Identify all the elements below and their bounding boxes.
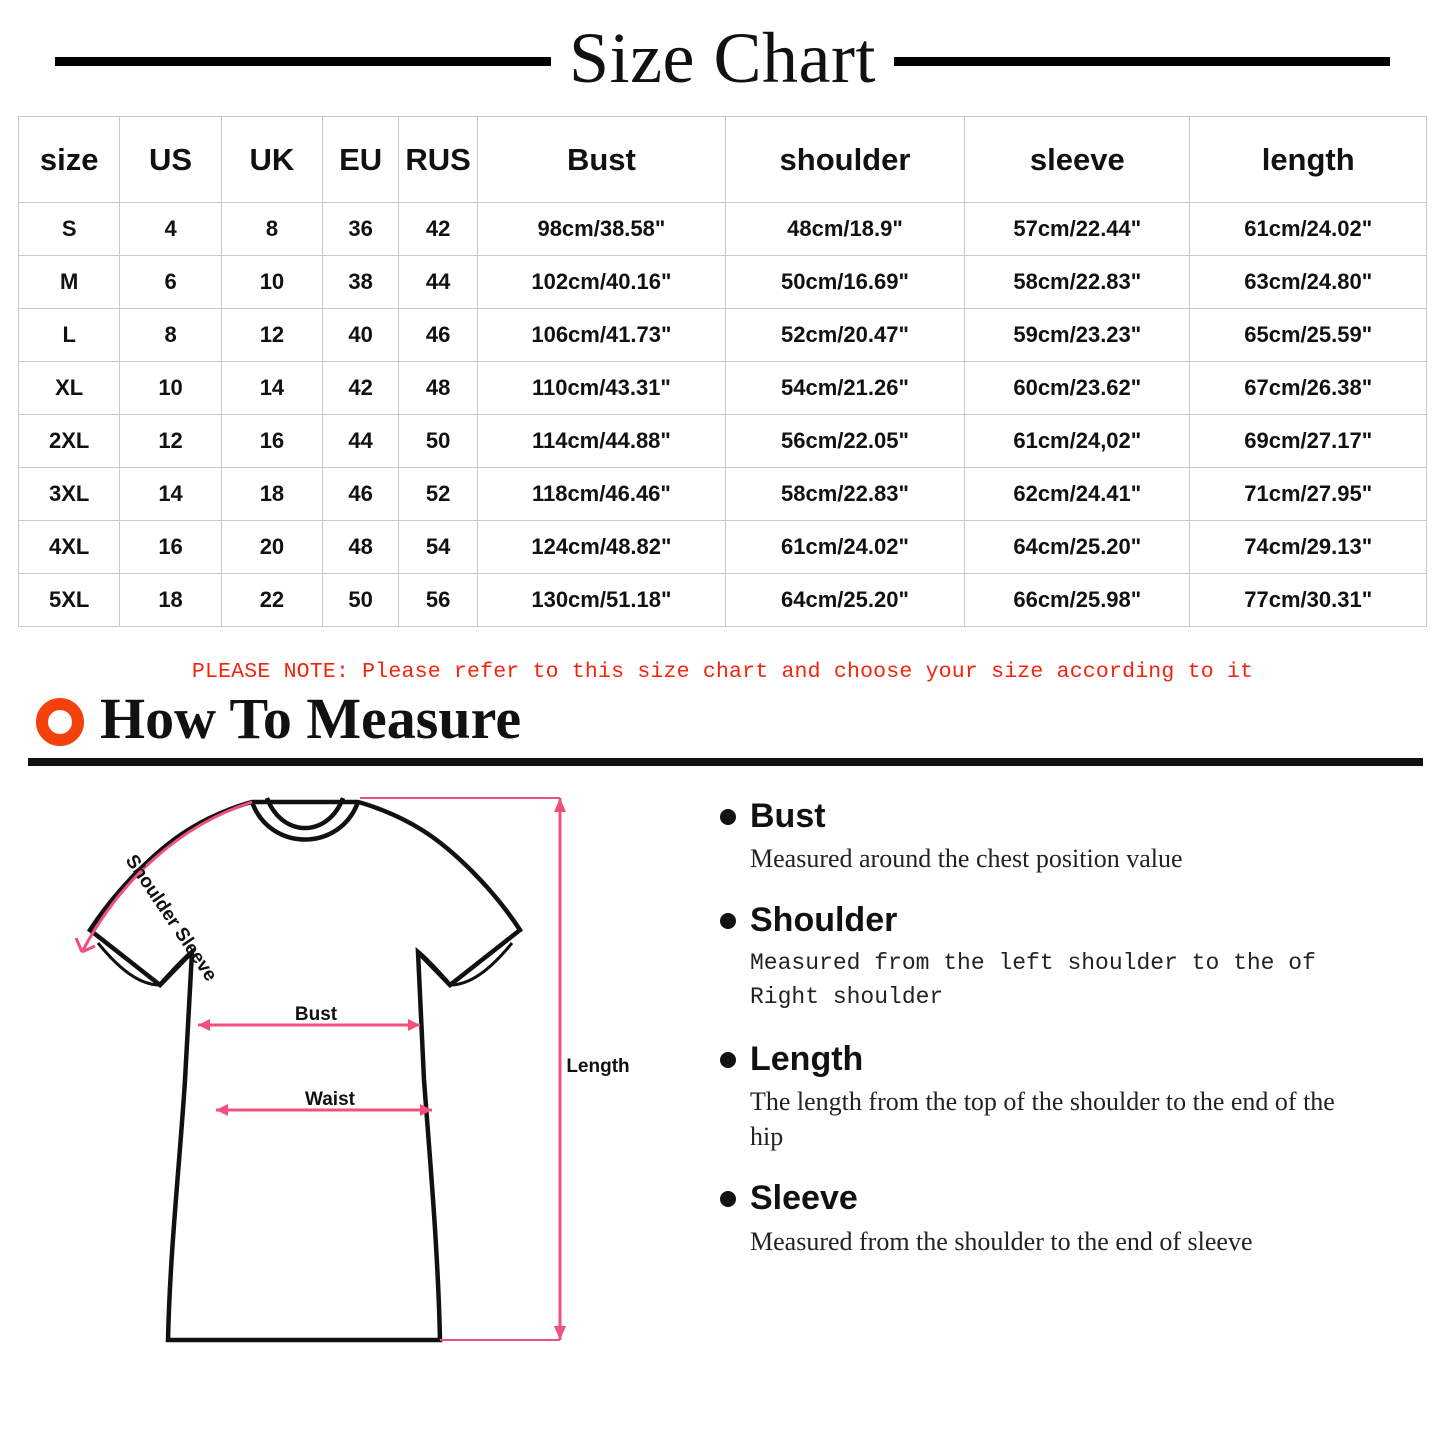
col-header-length: length — [1190, 117, 1427, 203]
cell-shoulder: 56cm/22.05" — [725, 415, 964, 468]
col-header-uk: UK — [221, 117, 322, 203]
ring-icon — [36, 698, 84, 746]
cell-eu: 50 — [323, 574, 399, 627]
size-table-wrap — [0, 108, 1445, 627]
cell-eu: 40 — [323, 309, 399, 362]
title-rule-right — [894, 57, 1390, 66]
cell-uk: 8 — [221, 203, 322, 256]
col-header-bust: Bust — [478, 117, 726, 203]
cell-shoulder: 48cm/18.9" — [725, 203, 964, 256]
how-to-measure-heading — [0, 686, 1445, 751]
cell-us: 8 — [120, 309, 221, 362]
list-item-desc: The length from the top of the shoulder to the end of the hip — [750, 1087, 1335, 1152]
cell-sleeve: 61cm/24,02" — [965, 415, 1190, 468]
cell-rus: 44 — [399, 256, 478, 309]
cell-us: 18 — [120, 574, 221, 627]
cell-shoulder: 64cm/25.20" — [725, 574, 964, 627]
cell-sleeve: 64cm/25.20" — [965, 521, 1190, 574]
cell-eu: 42 — [323, 362, 399, 415]
cell-rus: 52 — [399, 468, 478, 521]
shirt-diagram-svg — [20, 780, 710, 1380]
cell-rus: 42 — [399, 203, 478, 256]
cell-uk: 18 — [221, 468, 322, 521]
table-row — [19, 521, 1427, 574]
cell-length: 63cm/24.80" — [1190, 256, 1427, 309]
table-row — [19, 256, 1427, 309]
col-header-size: size — [19, 117, 120, 203]
list-item-desc: Measured from the shoulder to the end of sleeve — [750, 1226, 1253, 1256]
cell-sleeve: 66cm/25.98" — [965, 574, 1190, 627]
list-item-title: Shoulder — [750, 901, 898, 940]
col-header-eu: EU — [323, 117, 399, 203]
table-row — [19, 309, 1427, 362]
cell-size: 5XL — [19, 574, 120, 627]
cell-bust: 124cm/48.82" — [478, 521, 726, 574]
measure-list — [720, 780, 1425, 1380]
cell-size: L — [19, 309, 120, 362]
cell-length: 71cm/27.95" — [1190, 468, 1427, 521]
cell-shoulder: 54cm/21.26" — [725, 362, 964, 415]
list-item — [720, 1041, 1425, 1155]
cell-bust: 106cm/41.73" — [478, 309, 726, 362]
diagram-label-bust: Bust — [294, 1004, 338, 1025]
cell-size: 4XL — [19, 521, 120, 574]
list-item-desc: Measured around the chest position value — [750, 844, 1183, 874]
diagram-label-length: Length — [566, 1056, 630, 1077]
cell-uk: 20 — [221, 521, 322, 574]
cell-length: 77cm/30.31" — [1190, 574, 1427, 627]
cell-rus: 54 — [399, 521, 478, 574]
list-item — [720, 902, 1425, 1014]
col-header-us: US — [120, 117, 221, 203]
diagram-label-shoulder-sleeve: Shoulder Sleeve — [120, 851, 221, 986]
cell-size: 2XL — [19, 415, 120, 468]
cell-uk: 10 — [221, 256, 322, 309]
cell-length: 69cm/27.17" — [1190, 415, 1427, 468]
cell-rus: 56 — [399, 574, 478, 627]
cell-uk: 16 — [221, 415, 322, 468]
cell-bust: 118cm/46.46" — [478, 468, 726, 521]
list-item-header — [720, 1041, 1425, 1078]
cell-sleeve: 60cm/23.62" — [965, 362, 1190, 415]
cell-shoulder: 52cm/20.47" — [725, 309, 964, 362]
list-item-header — [720, 1180, 1425, 1217]
cell-us: 12 — [120, 415, 221, 468]
shirt-diagram — [20, 780, 710, 1380]
cell-us: 6 — [120, 256, 221, 309]
list-item-header — [720, 798, 1425, 835]
cell-eu: 46 — [323, 468, 399, 521]
cell-sleeve: 57cm/22.44" — [965, 203, 1190, 256]
col-header-rus: RUS — [399, 117, 478, 203]
cell-sleeve: 62cm/24.41" — [965, 468, 1190, 521]
cell-eu: 44 — [323, 415, 399, 468]
cell-size: XL — [19, 362, 120, 415]
how-to-measure-title: How To Measure — [100, 686, 522, 751]
cell-bust: 110cm/43.31" — [478, 362, 726, 415]
cell-length: 65cm/25.59" — [1190, 309, 1427, 362]
size-table — [18, 116, 1427, 627]
list-item — [720, 798, 1425, 876]
cell-bust: 130cm/51.18" — [478, 574, 726, 627]
cell-size: 3XL — [19, 468, 120, 521]
cell-sleeve: 58cm/22.83" — [965, 256, 1190, 309]
cell-eu: 36 — [323, 203, 399, 256]
list-item — [720, 1180, 1425, 1258]
page-title-row — [0, 0, 1445, 108]
cell-eu: 38 — [323, 256, 399, 309]
cell-us: 14 — [120, 468, 221, 521]
table-row — [19, 415, 1427, 468]
page-title: Size Chart — [569, 18, 876, 98]
list-item-title: Length — [750, 1039, 864, 1078]
cell-shoulder: 61cm/24.02" — [725, 521, 964, 574]
cell-length: 61cm/24.02" — [1190, 203, 1427, 256]
col-header-shoulder: shoulder — [725, 117, 964, 203]
cell-shoulder: 58cm/22.83" — [725, 468, 964, 521]
please-note-text: PLEASE NOTE: Please refer to this size chart and choose your size according to it — [191, 660, 1254, 684]
bullet-icon — [720, 913, 736, 929]
table-row — [19, 468, 1427, 521]
list-item-desc: Measured from the left shoulder to the of Right shoulder — [750, 949, 1316, 1011]
table-row — [19, 574, 1427, 627]
list-item-header — [720, 902, 1425, 939]
bullet-icon — [720, 809, 736, 825]
table-row — [19, 362, 1427, 415]
cell-uk: 14 — [221, 362, 322, 415]
cell-us: 16 — [120, 521, 221, 574]
list-item-title: Bust — [750, 797, 826, 835]
col-header-sleeve: sleeve — [965, 117, 1190, 203]
cell-bust: 98cm/38.58" — [478, 203, 726, 256]
cell-rus: 48 — [399, 362, 478, 415]
how-to-measure-body — [0, 766, 1445, 1380]
cell-rus: 50 — [399, 415, 478, 468]
title-rule-left — [55, 57, 551, 66]
diagram-label-waist: Waist — [305, 1089, 355, 1110]
table-row — [19, 203, 1427, 256]
cell-uk: 12 — [221, 309, 322, 362]
cell-uk: 22 — [221, 574, 322, 627]
bullet-icon — [720, 1052, 736, 1068]
cell-length: 74cm/29.13" — [1190, 521, 1427, 574]
cell-length: 67cm/26.38" — [1190, 362, 1427, 415]
cell-us: 4 — [120, 203, 221, 256]
cell-sleeve: 59cm/23.23" — [965, 309, 1190, 362]
cell-bust: 102cm/40.16" — [478, 256, 726, 309]
table-header-row — [19, 117, 1427, 203]
list-item-title: Sleeve — [750, 1179, 858, 1218]
cell-bust: 114cm/44.88" — [478, 415, 726, 468]
cell-us: 10 — [120, 362, 221, 415]
cell-rus: 46 — [399, 309, 478, 362]
cell-size: S — [19, 203, 120, 256]
bullet-icon — [720, 1191, 736, 1207]
cell-eu: 48 — [323, 521, 399, 574]
cell-shoulder: 50cm/16.69" — [725, 256, 964, 309]
how-to-measure-rule — [28, 758, 1423, 766]
cell-size: M — [19, 256, 120, 309]
